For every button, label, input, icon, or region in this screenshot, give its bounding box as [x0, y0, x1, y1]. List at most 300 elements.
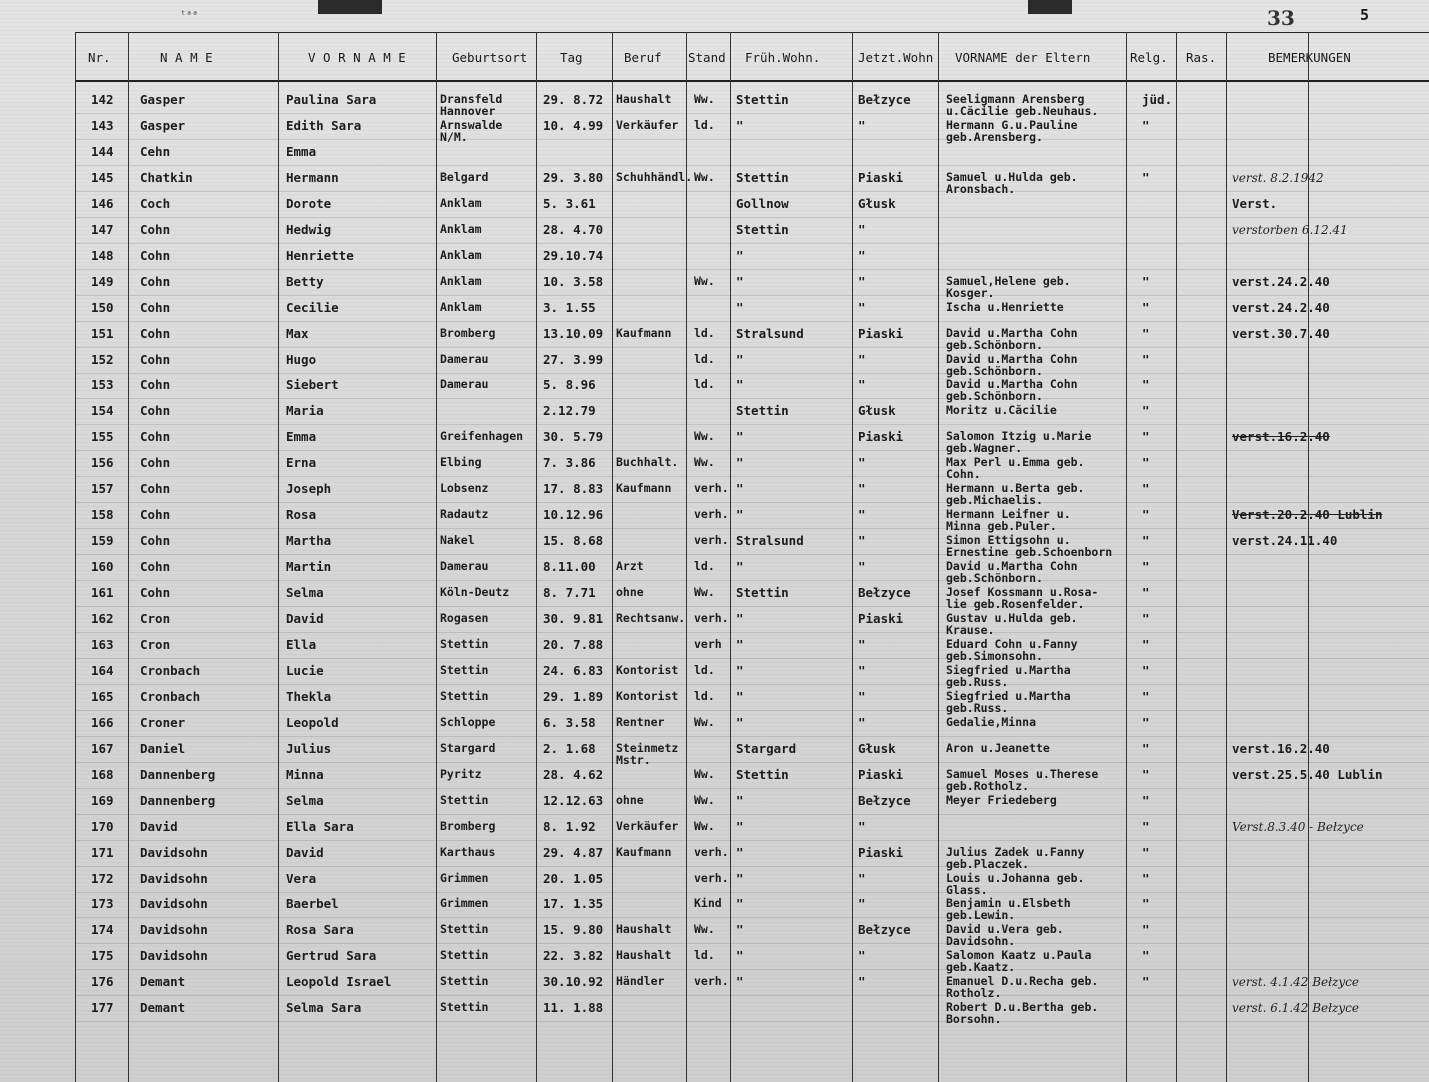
row-geburtsort: Damerau [440, 352, 489, 366]
row-stand: Ww. [694, 793, 715, 807]
row-stand: verh. [694, 845, 729, 859]
row-relig: " [1142, 974, 1150, 989]
header-bemerkungen: BEMERKUNGEN [1268, 50, 1351, 65]
row-tag: 29. 1.89 [543, 689, 604, 704]
header-frueh-wohn: Früh.Wohn. [745, 50, 821, 65]
row-relig: " [1142, 793, 1150, 808]
row-relig: " [1142, 741, 1150, 756]
row-eltern-line2: Aronsbach. [946, 182, 1016, 196]
row-geburtsort: Pyritz [440, 767, 482, 781]
row-divider [75, 736, 1429, 737]
row-name: Dannenberg [140, 767, 216, 782]
row-jetzt-wohn: Bełzyce [858, 922, 911, 937]
row-tag: 8. 7.71 [543, 585, 596, 600]
row-vorname: Hugo [286, 352, 317, 367]
row-divider [75, 554, 1429, 555]
row-divider [75, 165, 1429, 166]
row-frueh-wohn: " [736, 637, 744, 652]
row-relig: " [1142, 429, 1150, 444]
row-tag: 8.11.00 [543, 559, 596, 574]
typed-page-number: 5 [1360, 6, 1370, 24]
row-jetzt-wohn: Piaski [858, 845, 904, 860]
header-jetzt-wohn: Jetzt.Wohn [858, 50, 934, 65]
col-line [612, 32, 613, 1082]
row-eltern: Salomon Kaatz u.Paula [946, 948, 1092, 962]
row-eltern: Simon Ettigsohn u. [946, 533, 1071, 547]
row-stand: Ww. [694, 92, 715, 106]
row-bemerkung: verst. 4.1.42 Bełzyce [1232, 975, 1359, 989]
col-line [1176, 32, 1177, 1082]
row-frueh-wohn: " [736, 429, 744, 444]
row-eltern-line2: Davidsohn. [946, 934, 1016, 948]
row-frueh-wohn: " [736, 455, 744, 470]
row-geburtsort: Belgard [440, 170, 489, 184]
row-frueh-wohn: " [736, 871, 744, 886]
row-divider [75, 243, 1429, 244]
row-beruf: Händler [616, 974, 665, 988]
row-eltern: Salomon Itzig u.Marie [946, 429, 1092, 443]
row-tag: 12.12.63 [543, 793, 604, 808]
row-eltern: Samuel,Helene geb. [946, 274, 1071, 288]
header-tag: Tag [560, 50, 583, 65]
row-nr: 156 [91, 455, 114, 470]
header-geburtsort: Geburtsort [452, 50, 528, 65]
row-bemerkung: verst.24.2.40 [1232, 300, 1330, 315]
row-divider [75, 424, 1429, 425]
row-name: Davidsohn [140, 922, 208, 937]
row-bemerkung: verst. 8.2.1942 [1232, 171, 1324, 185]
row-stand: verh. [694, 871, 729, 885]
row-vorname: Emma [286, 429, 317, 444]
top-mark: ᵗᵃᵃ [180, 10, 199, 21]
row-beruf: Arzt [616, 559, 644, 573]
row-divider [75, 632, 1429, 633]
row-nr: 158 [91, 507, 114, 522]
row-name: Cohn [140, 403, 171, 418]
row-jetzt-wohn: " [858, 222, 866, 237]
row-jetzt-wohn: " [858, 507, 866, 522]
row-stand: ld. [694, 689, 715, 703]
col-line [278, 32, 279, 1082]
row-tag: 29. 8.72 [543, 92, 604, 107]
row-stand: Ww. [694, 429, 715, 443]
row-relig: " [1142, 455, 1150, 470]
row-tag: 8. 1.92 [543, 819, 596, 834]
row-name: Cron [140, 611, 171, 626]
row-eltern: Hermann G.u.Pauline [946, 118, 1078, 132]
row-geburtsort: Rogasen [440, 611, 489, 625]
row-geburtsort: Anklam [440, 274, 482, 288]
row-geburtsort: Stettin [440, 1000, 489, 1014]
row-relig: " [1142, 689, 1150, 704]
row-vorname: Julius [286, 741, 332, 756]
row-geburtsort: Anklam [440, 196, 482, 210]
row-jetzt-wohn: " [858, 274, 866, 289]
row-vorname: Dorote [286, 196, 332, 211]
row-nr: 149 [91, 274, 114, 289]
row-geburtsort: Stettin [440, 922, 489, 936]
row-divider [75, 788, 1429, 789]
row-nr: 174 [91, 922, 114, 937]
row-vorname: Martin [286, 559, 332, 574]
row-eltern: Benjamin u.Elsbeth [946, 896, 1071, 910]
row-tag: 30. 5.79 [543, 429, 604, 444]
row-divider [75, 528, 1429, 529]
row-frueh-wohn: " [736, 715, 744, 730]
row-stand: verh. [694, 481, 729, 495]
col-line [938, 32, 939, 1082]
row-nr: 171 [91, 845, 114, 860]
row-frueh-wohn: " [736, 559, 744, 574]
row-vorname: Gertrud Sara [286, 948, 377, 963]
row-beruf: Steinmetz [616, 741, 679, 755]
row-nr: 157 [91, 481, 114, 496]
row-jetzt-wohn: Piaski [858, 611, 904, 626]
row-beruf: Haushalt [616, 92, 672, 106]
row-frueh-wohn: Stettin [736, 92, 789, 107]
row-frueh-wohn: " [736, 663, 744, 678]
row-stand: ld. [694, 663, 715, 677]
row-eltern-line2: geb.Michaelis. [946, 493, 1043, 507]
row-tag: 20. 1.05 [543, 871, 604, 886]
row-eltern: Gedalie,Minna [946, 715, 1037, 729]
row-relig: " [1142, 533, 1150, 548]
row-relig: " [1142, 170, 1150, 185]
row-nr: 175 [91, 948, 114, 963]
row-relig: " [1142, 481, 1150, 496]
row-beruf: ohne [616, 793, 644, 807]
col-line [1308, 32, 1309, 1082]
row-jetzt-wohn: " [858, 481, 866, 496]
row-eltern: David u.Martha Cohn [946, 326, 1078, 340]
row-name: Cohn [140, 455, 171, 470]
col-line [686, 32, 687, 1082]
row-vorname: Leopold Israel [286, 974, 392, 989]
row-vorname: Thekla [286, 689, 332, 704]
row-eltern: Aron u.Jeanette [946, 741, 1050, 755]
row-bemerkung: verst. 6.1.42 Bełzyce [1232, 1001, 1359, 1015]
row-name: Cohn [140, 352, 171, 367]
row-nr: 152 [91, 352, 114, 367]
row-divider [75, 269, 1429, 270]
row-geburtsort-line2: Hannover [440, 104, 496, 118]
row-stand: verh. [694, 974, 729, 988]
row-geburtsort: Stettin [440, 974, 489, 988]
row-jetzt-wohn: " [858, 637, 866, 652]
row-eltern-line2: geb.Russ. [946, 675, 1009, 689]
row-eltern: Max Perl u.Emma geb. [946, 455, 1085, 469]
row-frueh-wohn: " [736, 248, 744, 263]
row-name: Demant [140, 974, 186, 989]
row-bemerkung: verst.24.11.40 [1232, 533, 1338, 548]
row-stand: ld. [694, 326, 715, 340]
row-name: Cehn [140, 144, 171, 159]
row-stand: ld. [694, 118, 715, 132]
row-geburtsort: Bromberg [440, 819, 496, 833]
header-nr: Nr. [88, 50, 111, 65]
row-name: Davidsohn [140, 948, 208, 963]
row-stand: Ww. [694, 585, 715, 599]
row-name: Cohn [140, 507, 171, 522]
row-divider [75, 347, 1429, 348]
row-geburtsort: Radautz [440, 507, 489, 521]
row-jetzt-wohn: Bełzyce [858, 585, 911, 600]
row-stand: Ww. [694, 455, 715, 469]
row-nr: 169 [91, 793, 114, 808]
row-relig: " [1142, 118, 1150, 133]
row-frueh-wohn: " [736, 300, 744, 315]
row-beruf: ohne [616, 585, 644, 599]
row-nr: 165 [91, 689, 114, 704]
row-vorname: David [286, 845, 324, 860]
col-line [536, 32, 537, 1082]
row-jetzt-wohn: " [858, 377, 866, 392]
row-geburtsort: Nakel [440, 533, 475, 547]
row-eltern-line2: geb.Kaatz. [946, 960, 1016, 974]
row-divider [75, 892, 1429, 893]
row-tag: 7. 3.86 [543, 455, 596, 470]
row-tag: 29.10.74 [543, 248, 604, 263]
row-eltern: Emanuel D.u.Recha geb. [946, 974, 1099, 988]
row-relig: " [1142, 403, 1150, 418]
row-divider [75, 684, 1429, 685]
row-divider [75, 658, 1429, 659]
row-vorname: Selma Sara [286, 1000, 362, 1015]
row-relig: " [1142, 507, 1150, 522]
row-frueh-wohn: " [736, 481, 744, 496]
row-tag: 5. 8.96 [543, 377, 596, 392]
row-eltern: Samuel Moses u.Therese [946, 767, 1099, 781]
row-frueh-wohn: Stettin [736, 585, 789, 600]
row-tag: 5. 3.61 [543, 196, 596, 211]
row-relig: " [1142, 767, 1150, 782]
row-vorname: Lucie [286, 663, 324, 678]
row-eltern: Louis u.Johanna geb. [946, 871, 1085, 885]
row-bemerkung: verst.24.2.40 [1232, 274, 1330, 289]
row-nr: 168 [91, 767, 114, 782]
row-jetzt-wohn: " [858, 455, 866, 470]
row-beruf: Kontorist [616, 689, 679, 703]
row-geburtsort: Stargard [440, 741, 496, 755]
row-nr: 162 [91, 611, 114, 626]
row-eltern-line2: geb.Wagner. [946, 441, 1023, 455]
header-ras: Ras. [1186, 50, 1217, 65]
row-vorname: Selma [286, 585, 324, 600]
row-beruf: Schuhhändl. [616, 170, 693, 184]
row-beruf: Rentner [616, 715, 665, 729]
row-vorname: Martha [286, 533, 332, 548]
row-vorname: Baerbel [286, 896, 339, 911]
scan-edge-left [318, 0, 382, 14]
row-bemerkung: verst.30.7.40 [1232, 326, 1330, 341]
row-name: Dannenberg [140, 793, 216, 808]
row-divider [75, 840, 1429, 841]
row-tag: 15. 8.68 [543, 533, 604, 548]
row-relig: " [1142, 922, 1150, 937]
row-jetzt-wohn: Piaski [858, 170, 904, 185]
row-tag: 27. 3.99 [543, 352, 604, 367]
row-tag: 10. 3.58 [543, 274, 604, 289]
row-relig: " [1142, 896, 1150, 911]
row-stand: ld. [694, 559, 715, 573]
row-eltern-line2: geb.Placzek. [946, 857, 1030, 871]
row-tag: 10. 4.99 [543, 118, 604, 133]
row-name: David [140, 819, 178, 834]
row-frueh-wohn: Stralsund [736, 326, 804, 341]
handwritten-page-number: 33 [1267, 6, 1295, 30]
row-eltern: Samuel u.Hulda geb. [946, 170, 1078, 184]
row-jetzt-wohn: Piaski [858, 767, 904, 782]
row-geburtsort: Greifenhagen [440, 429, 524, 443]
row-divider [75, 191, 1429, 192]
row-frueh-wohn: " [736, 118, 744, 133]
row-geburtsort: Damerau [440, 377, 489, 391]
row-name: Croner [140, 715, 186, 730]
row-frueh-wohn: Stargard [736, 741, 797, 756]
row-divider [75, 814, 1429, 815]
row-vorname: Betty [286, 274, 324, 289]
row-name: Gasper [140, 92, 186, 107]
row-stand: Ww. [694, 170, 715, 184]
row-name: Cohn [140, 559, 171, 574]
row-beruf: Kaufmann [616, 845, 672, 859]
row-relig: " [1142, 559, 1150, 574]
row-frueh-wohn: " [736, 819, 744, 834]
row-frueh-wohn: " [736, 507, 744, 522]
row-geburtsort: Anklam [440, 222, 482, 236]
row-tag: 24. 6.83 [543, 663, 604, 678]
row-stand: Kind [694, 896, 722, 910]
row-vorname: Hermann [286, 170, 339, 185]
row-vorname: Minna [286, 767, 324, 782]
row-jetzt-wohn: " [858, 248, 866, 263]
row-vorname: Erna [286, 455, 317, 470]
row-vorname: David [286, 611, 324, 626]
row-geburtsort: Grimmen [440, 896, 489, 910]
row-geburtsort: Anklam [440, 248, 482, 262]
row-eltern-line2: geb.Schönborn. [946, 338, 1043, 352]
row-jetzt-wohn: " [858, 896, 866, 911]
row-tag: 17. 1.35 [543, 896, 604, 911]
row-eltern: Moritz u.Căcilie [946, 403, 1057, 417]
row-name: Daniel [140, 741, 186, 756]
row-divider [75, 866, 1429, 867]
row-geburtsort-line2: N/M. [440, 130, 468, 144]
row-nr: 167 [91, 741, 114, 756]
row-geburtsort: Stettin [440, 793, 489, 807]
row-name: Cohn [140, 377, 171, 392]
header-stand: Stand [688, 50, 726, 65]
row-vorname: Emma [286, 144, 317, 159]
row-geburtsort: Schloppe [440, 715, 496, 729]
row-divider [75, 580, 1429, 581]
row-eltern-line2: Kosger. [946, 286, 995, 300]
row-nr: 172 [91, 871, 114, 886]
row-eltern: Hermann u.Berta geb. [946, 481, 1085, 495]
row-frueh-wohn: Stralsund [736, 533, 804, 548]
row-stand: ld. [694, 377, 715, 391]
row-beruf: Buchhalt. [616, 455, 679, 469]
row-frueh-wohn: Stettin [736, 403, 789, 418]
row-name: Davidsohn [140, 896, 208, 911]
row-tag: 11. 1.88 [543, 1000, 604, 1015]
row-tag: 10.12.96 [543, 507, 604, 522]
row-divider [75, 969, 1429, 970]
row-jetzt-wohn: " [858, 352, 866, 367]
row-divider [75, 762, 1429, 763]
row-tag: 28. 4.70 [543, 222, 604, 237]
row-tag: 28. 4.62 [543, 767, 604, 782]
row-nr: 150 [91, 300, 114, 315]
row-stand: verh. [694, 533, 729, 547]
row-relig: " [1142, 274, 1150, 289]
row-divider [75, 321, 1429, 322]
row-nr: 146 [91, 196, 114, 211]
row-tag: 29. 3.80 [543, 170, 604, 185]
row-nr: 159 [91, 533, 114, 548]
row-tag: 20. 7.88 [543, 637, 604, 652]
header-vorname: V O R N A M E [308, 50, 406, 65]
row-frueh-wohn: " [736, 974, 744, 989]
row-beruf: Haushalt [616, 948, 672, 962]
row-geburtsort: Stettin [440, 637, 489, 651]
row-relig: " [1142, 611, 1150, 626]
row-eltern-line2: Cohn. [946, 467, 981, 481]
row-stand: ld. [694, 352, 715, 366]
row-name: Cronbach [140, 663, 201, 678]
row-nr: 166 [91, 715, 114, 730]
row-bemerkung: verst.16.2.40 [1232, 429, 1330, 444]
row-frueh-wohn: " [736, 922, 744, 937]
row-eltern-line2: Glass. [946, 883, 988, 897]
row-jetzt-wohn: " [858, 689, 866, 704]
row-vorname: Selma [286, 793, 324, 808]
row-jetzt-wohn: " [858, 533, 866, 548]
row-nr: 163 [91, 637, 114, 652]
row-beruf: Kontorist [616, 663, 679, 677]
row-divider [75, 139, 1429, 140]
row-relig: " [1142, 948, 1150, 963]
row-eltern-line2: geb.Arensberg. [946, 130, 1043, 144]
row-eltern: David u.Martha Cohn [946, 352, 1078, 366]
row-relig: " [1142, 352, 1150, 367]
row-vorname: Paulina Sara [286, 92, 377, 107]
row-eltern: Robert D.u.Bertha geb. [946, 1000, 1099, 1014]
row-jetzt-wohn: " [858, 871, 866, 886]
row-name: Davidsohn [140, 871, 208, 886]
row-nr: 145 [91, 170, 114, 185]
row-nr: 143 [91, 118, 114, 133]
row-geburtsort: Stettin [440, 948, 489, 962]
row-bemerkung: verstorben 6.12.41 [1232, 223, 1348, 237]
row-eltern-line2: Ernestine geb.Schoenborn [946, 545, 1113, 559]
row-eltern: Ischa u.Henriette [946, 300, 1064, 314]
row-name: Coch [140, 196, 171, 211]
row-name: Cohn [140, 222, 171, 237]
row-eltern: Seeligmann Arensberg [946, 92, 1085, 106]
row-nr: 164 [91, 663, 114, 678]
row-frueh-wohn: " [736, 352, 744, 367]
row-geburtsort: Köln-Deutz [440, 585, 510, 599]
col-line [75, 32, 76, 1082]
row-beruf: Kaufmann [616, 326, 672, 340]
row-eltern-line2: geb.Rotholz. [946, 779, 1030, 793]
row-nr: 148 [91, 248, 114, 263]
row-geburtsort: Damerau [440, 559, 489, 573]
row-jetzt-wohn: Głusk [858, 741, 896, 756]
row-frueh-wohn: " [736, 948, 744, 963]
row-stand: Ww. [694, 767, 715, 781]
